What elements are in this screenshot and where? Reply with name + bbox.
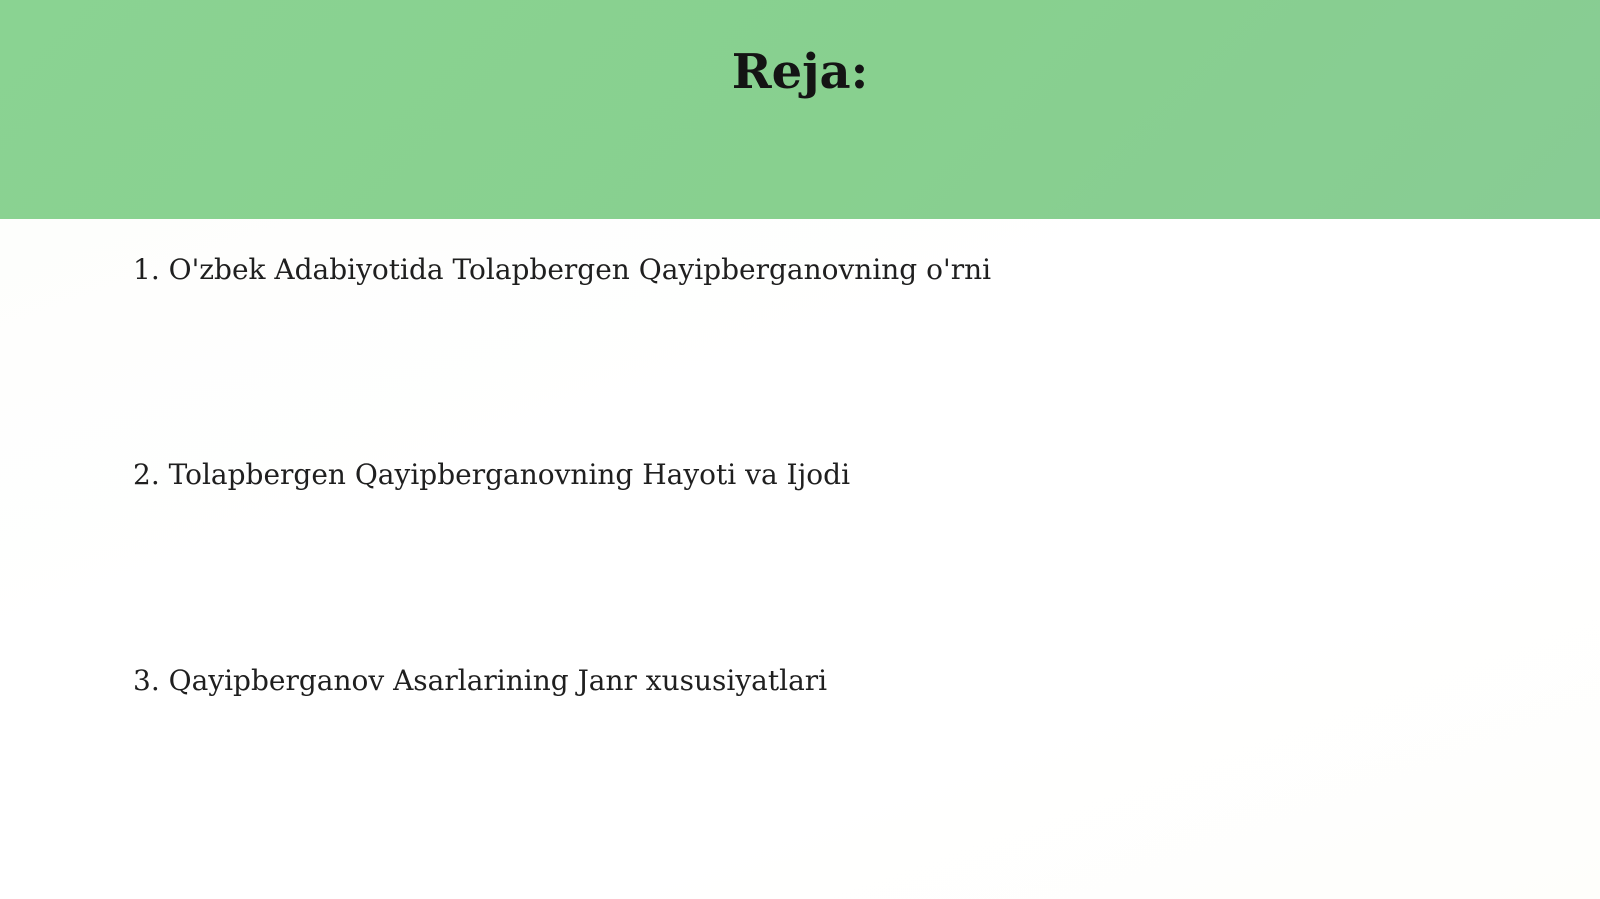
- plan-item-1: 1. O'zbek Adabiyotida Tolapbergen Qayipberganovning o'rni: [133, 253, 992, 286]
- plan-item-2: 2. Tolapbergen Qayipberganovning Hayoti va Ijodi: [133, 458, 851, 491]
- content-area: [0, 219, 1600, 899]
- plan-item-3: 3. Qayipberganov Asarlarining Janr xususiyatlari: [133, 664, 828, 697]
- slide-title: Reja:: [731, 44, 869, 100]
- title-banner: [0, 0, 1600, 219]
